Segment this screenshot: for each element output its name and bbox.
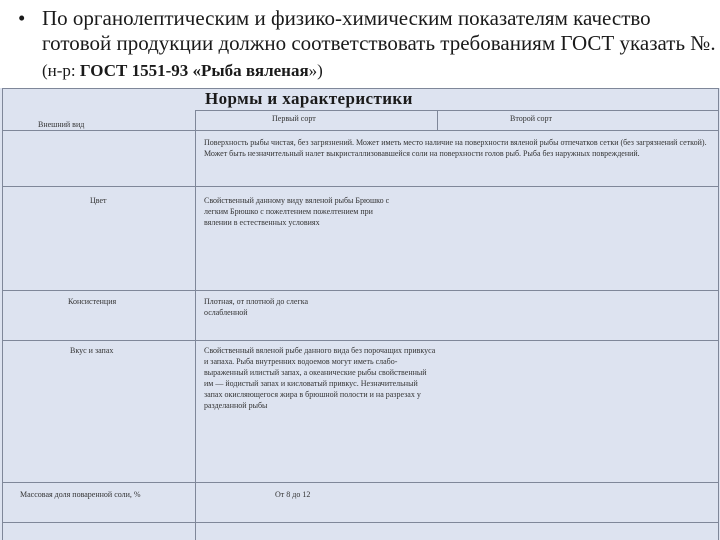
table-header-title: Нормы и характеристики: [205, 89, 413, 108]
table-subheader-divider: [2, 130, 718, 131]
row-value-color: Свойственный данному виду вяленой рыбы Брюшко с легким Брюшко с пожелтением пожелтением при вялении в естественных условиях: [204, 196, 390, 227]
col-header-second-grade: Второй сорт: [510, 114, 552, 123]
bullet-main-text: По органолептическим и физико-химическим показателям качество готовой продукции должно соответствовать требованиям ГОСТ указать №.: [42, 6, 716, 55]
bullet-example-suffix: »): [308, 61, 323, 80]
row-label-texture: Консистенция: [68, 297, 117, 306]
table-row-divider: [2, 290, 718, 291]
col-header-first-grade: Первый сорт: [272, 114, 316, 123]
row-label-color: Цвет: [90, 196, 107, 205]
row-value-appearance: Поверхность рыбы чистая, без загрязнений. Может иметь место наличие на поверхности вяленой рыбы отпечатков сетки (без загрязнений сеткой). Может быть незначительный налет выкристаллизовавшейся соли на поверхности голов рыб. Рыба без наружных повреждений.: [204, 138, 707, 158]
table-column-divider-grades: [437, 110, 438, 130]
table-row-divider: [2, 482, 718, 483]
table-row-divider: [2, 522, 718, 523]
row-value-salt-content: От 8 до 12: [275, 490, 311, 499]
bullet-text: [42, 6, 718, 83]
table-border-right: [718, 88, 719, 540]
bullet-example-prefix: (н-р:: [42, 61, 80, 80]
table-header-divider: [195, 110, 718, 111]
row-value-texture: Плотная, от плотной до слегка ослабленной: [204, 297, 309, 317]
table-row-divider: [2, 186, 718, 187]
gost-reference: ГОСТ 1551-93 «Рыба вяленая: [79, 61, 309, 80]
row-label-taste-smell: Вкус и запах: [70, 346, 114, 355]
bullet-marker: •: [18, 6, 26, 30]
row-label-salt-content: Массовая доля поваренной соли, %: [20, 490, 141, 499]
row-label-appearance: Внешний вид: [38, 120, 85, 129]
table-row-divider: [2, 340, 718, 341]
table-column-divider: [195, 110, 196, 540]
table-border-left: [2, 88, 3, 540]
row-value-taste-smell: Свойственный вяленой рыбе данного вида без порочащих привкуса и запаха. Рыба внутренних водоемов могут иметь слабо-выраженный илистый запах, а океанические рыбы свойственный им — йодистый запах и кисловатый привкус. Незначительный запах окисляющегося жира в брюшной полости и на разрезах у разделанной рыбы: [204, 346, 436, 410]
